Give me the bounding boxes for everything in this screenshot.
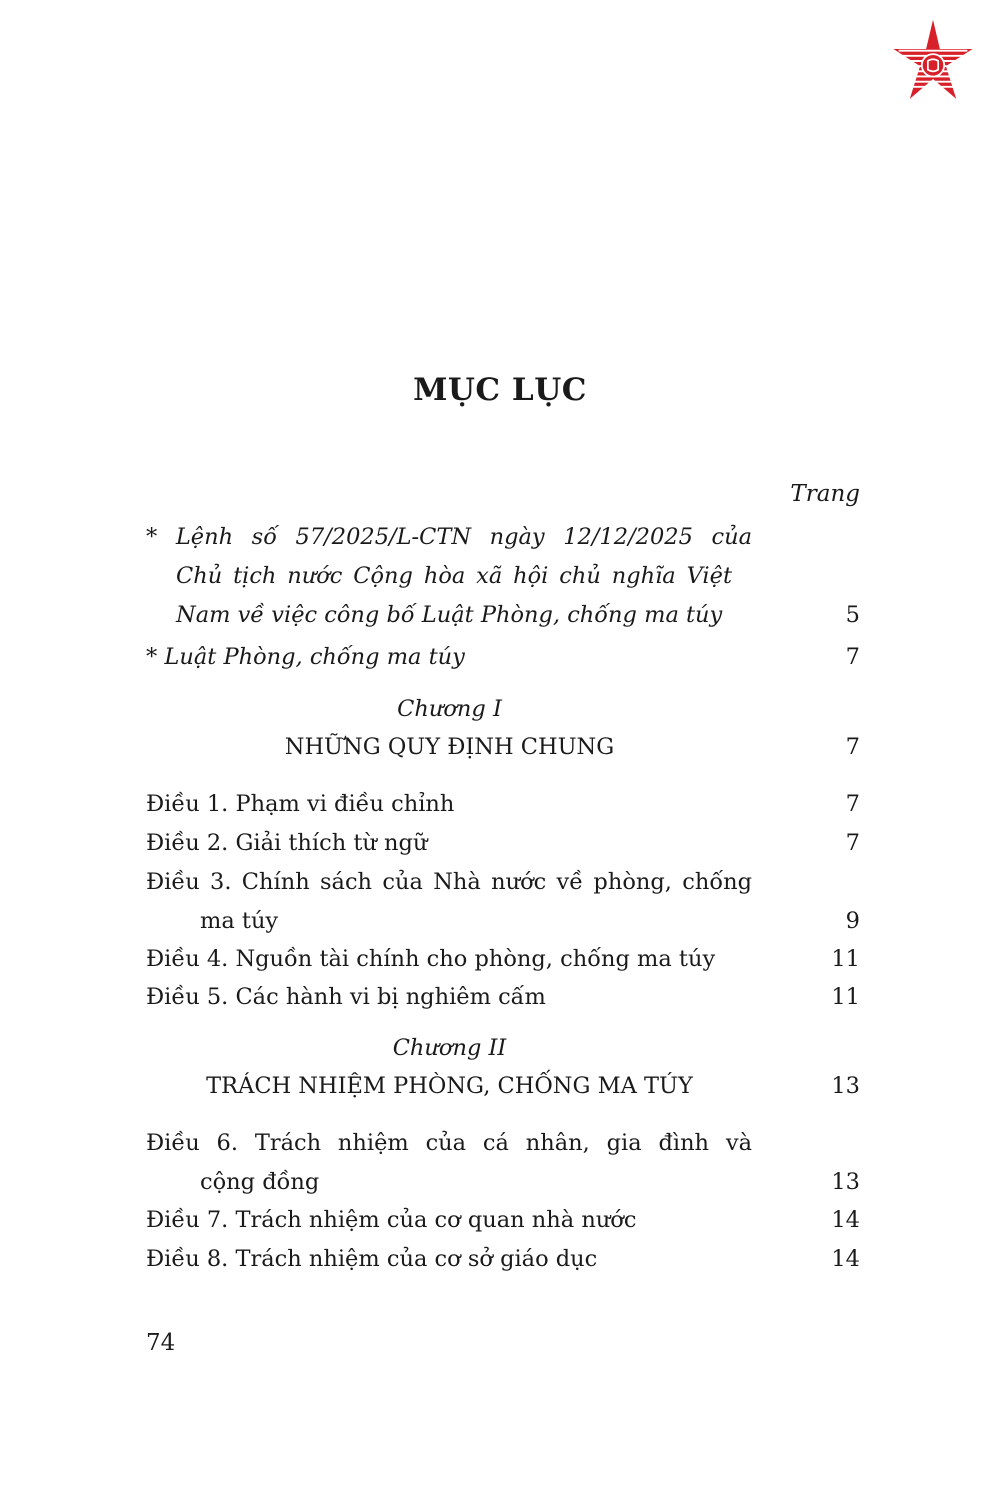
toc-entry-line: Điều 7. Trách nhiệm của cơ quan nhà nước [146,1207,637,1233]
toc-entry-line: cộng đồng [200,1169,320,1195]
toc-page-number: 7 [845,734,860,760]
toc-page-number: 13 [831,1073,860,1099]
toc-entry-decree[interactable] [146,518,860,635]
toc-chapter-2[interactable] [146,1035,860,1115]
toc-article[interactable] [146,824,860,863]
toc-article[interactable] [146,978,860,1017]
chapter-label: Chương I [397,696,502,722]
toc-page-number: 9 [845,908,860,934]
toc-article[interactable] [146,863,860,941]
publisher-logo-icon [890,18,976,104]
toc-article[interactable] [146,1124,860,1202]
toc-entry-line: Điều 6. Trách nhiệm của cá nhân, gia đình và [146,1130,752,1156]
toc-page-number: 7 [845,644,860,670]
toc-entry-line: Điều 2. Giải thích từ ngữ [146,830,428,856]
toc-page-number: 11 [831,984,860,1010]
toc-entry-line: Chủ tịch nước Cộng hòa xã hội chủ nghĩa Việt [176,563,732,589]
toc-page-number: 14 [831,1246,860,1272]
toc-page-number: 11 [831,946,860,972]
chapter-label: Chương II [392,1035,507,1061]
toc-entry-line: Nam về việc công bố Luật Phòng, chống ma túy [176,602,723,628]
toc-entry-line: Điều 1. Phạm vi điều chỉnh [146,791,455,817]
toc-entry-line: ma túy [200,908,279,934]
toc-entry-line: Điều 8. Trách nhiệm của cơ sở giáo dục [146,1246,598,1272]
toc-article[interactable] [146,940,860,979]
toc-entry-law[interactable] [146,638,860,677]
toc-page-number: 7 [845,830,860,856]
toc-entry-line: Điều 5. Các hành vi bị nghiêm cấm [146,984,546,1010]
chapter-title: NHỮNG QUY ĐỊNH CHUNG [284,734,615,760]
toc-entry-line: * Lệnh số 57/2025/L-CTN ngày 12/12/2025 của [146,524,752,550]
toc-article[interactable] [146,785,860,824]
page-number: 74 [146,1330,176,1356]
page-column-header: Trang [790,481,860,507]
toc-page-number: 7 [845,791,860,817]
toc-page-number: 13 [831,1169,860,1195]
toc-chapter-1[interactable] [146,696,860,776]
toc-article[interactable] [146,1240,860,1279]
toc-title: MỤC LỤC [413,372,587,408]
toc-entry-line: Điều 4. Nguồn tài chính cho phòng, chống ma túy [146,946,716,972]
toc-page-number: 5 [845,602,860,628]
toc-page-number: 14 [831,1207,860,1233]
toc-entry-line: Điều 3. Chính sách của Nhà nước về phòng, chống [146,869,752,895]
chapter-title: TRÁCH NHIỆM PHÒNG, CHỐNG MA TÚY [206,1073,693,1099]
toc-entry-line: * Luật Phòng, chống ma túy [146,644,465,670]
toc-article[interactable] [146,1201,860,1240]
